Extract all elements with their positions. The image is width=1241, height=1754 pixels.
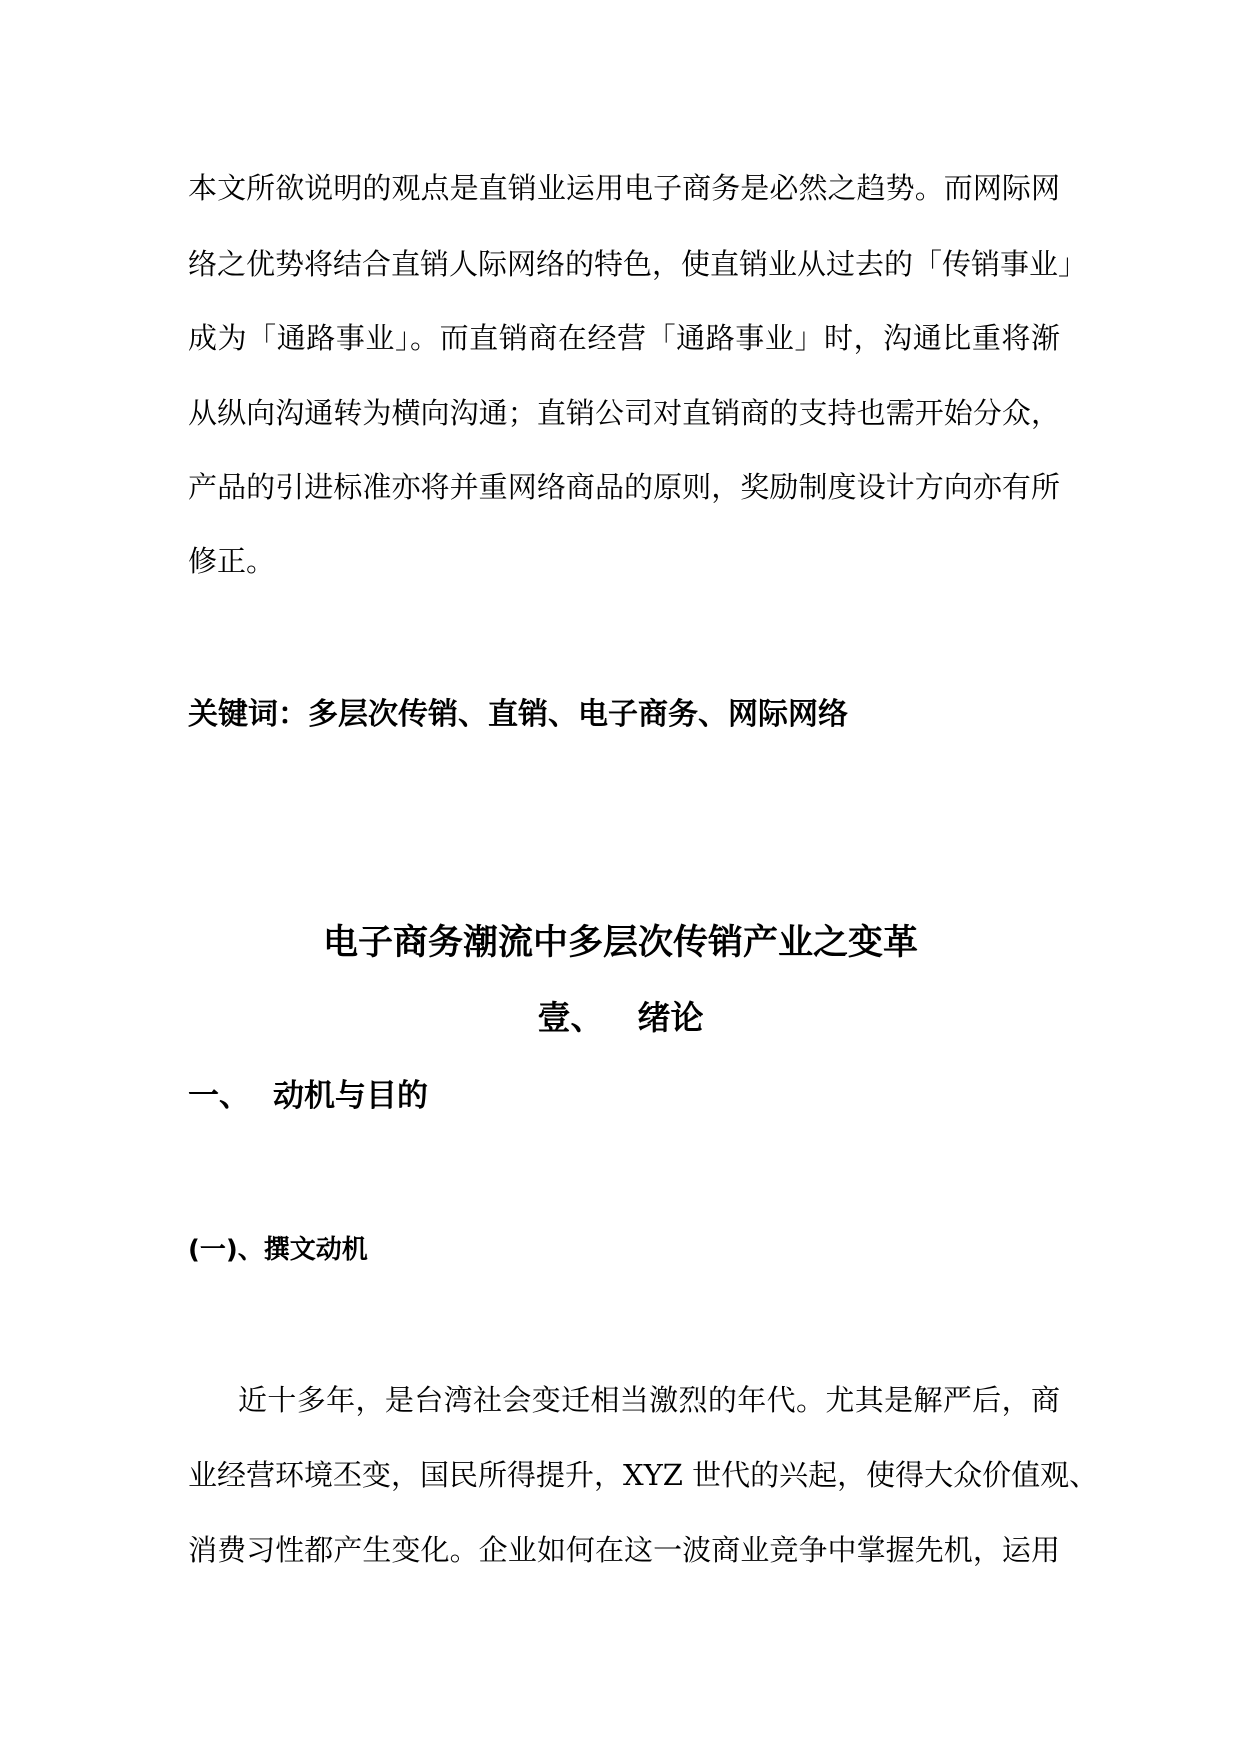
abstract-line: 产品的引进标准亦将并重网络商品的原则，奖励制度设计方向亦有所: [188, 470, 1060, 504]
abstract-line: 本文所欲说明的观点是直销业运用电子商务是必然之趋势。而网际网: [188, 171, 1060, 205]
chapter-number: 壹、: [537, 998, 604, 1037]
keywords: 关键词：多层次传销、直销、电子商务、网际网络: [188, 697, 848, 732]
abstract-line: 成为「通路事业」。而直销商在经营「通路事业」时，沟通比重将渐: [188, 321, 1060, 355]
abstract-line: 络之优势将结合直销人际网络的特色，使直销业从过去的「传销事业」: [188, 247, 1088, 281]
abstract-line: 修正。: [188, 544, 276, 578]
chapter-title: 绪论: [637, 998, 704, 1037]
section-title: 动机与目的: [273, 1078, 428, 1114]
chapter-heading: [0, 995, 1241, 1041]
body-line: 业经营环境丕变，国民所得提升，XYZ 世代的兴起，使得大众价值观、: [188, 1458, 1099, 1492]
abstract-line: 从纵向沟通转为横向沟通；直销公司对直销商的支持也需开始分众，: [188, 396, 1060, 430]
section-heading: [188, 1073, 428, 1119]
section-number: 一、: [188, 1078, 250, 1114]
body-line: 消费习性都产生变化。企业如何在这一波商业竞争中掌握先机，运用: [188, 1533, 1060, 1567]
body-line: 近十多年，是台湾社会变迁相当激烈的年代。尤其是解严后，商: [238, 1383, 1060, 1417]
document-title: 电子商务潮流中多层次传销产业之变革: [322, 923, 918, 963]
subsection-heading: (一)、撰文动机: [188, 1235, 368, 1265]
